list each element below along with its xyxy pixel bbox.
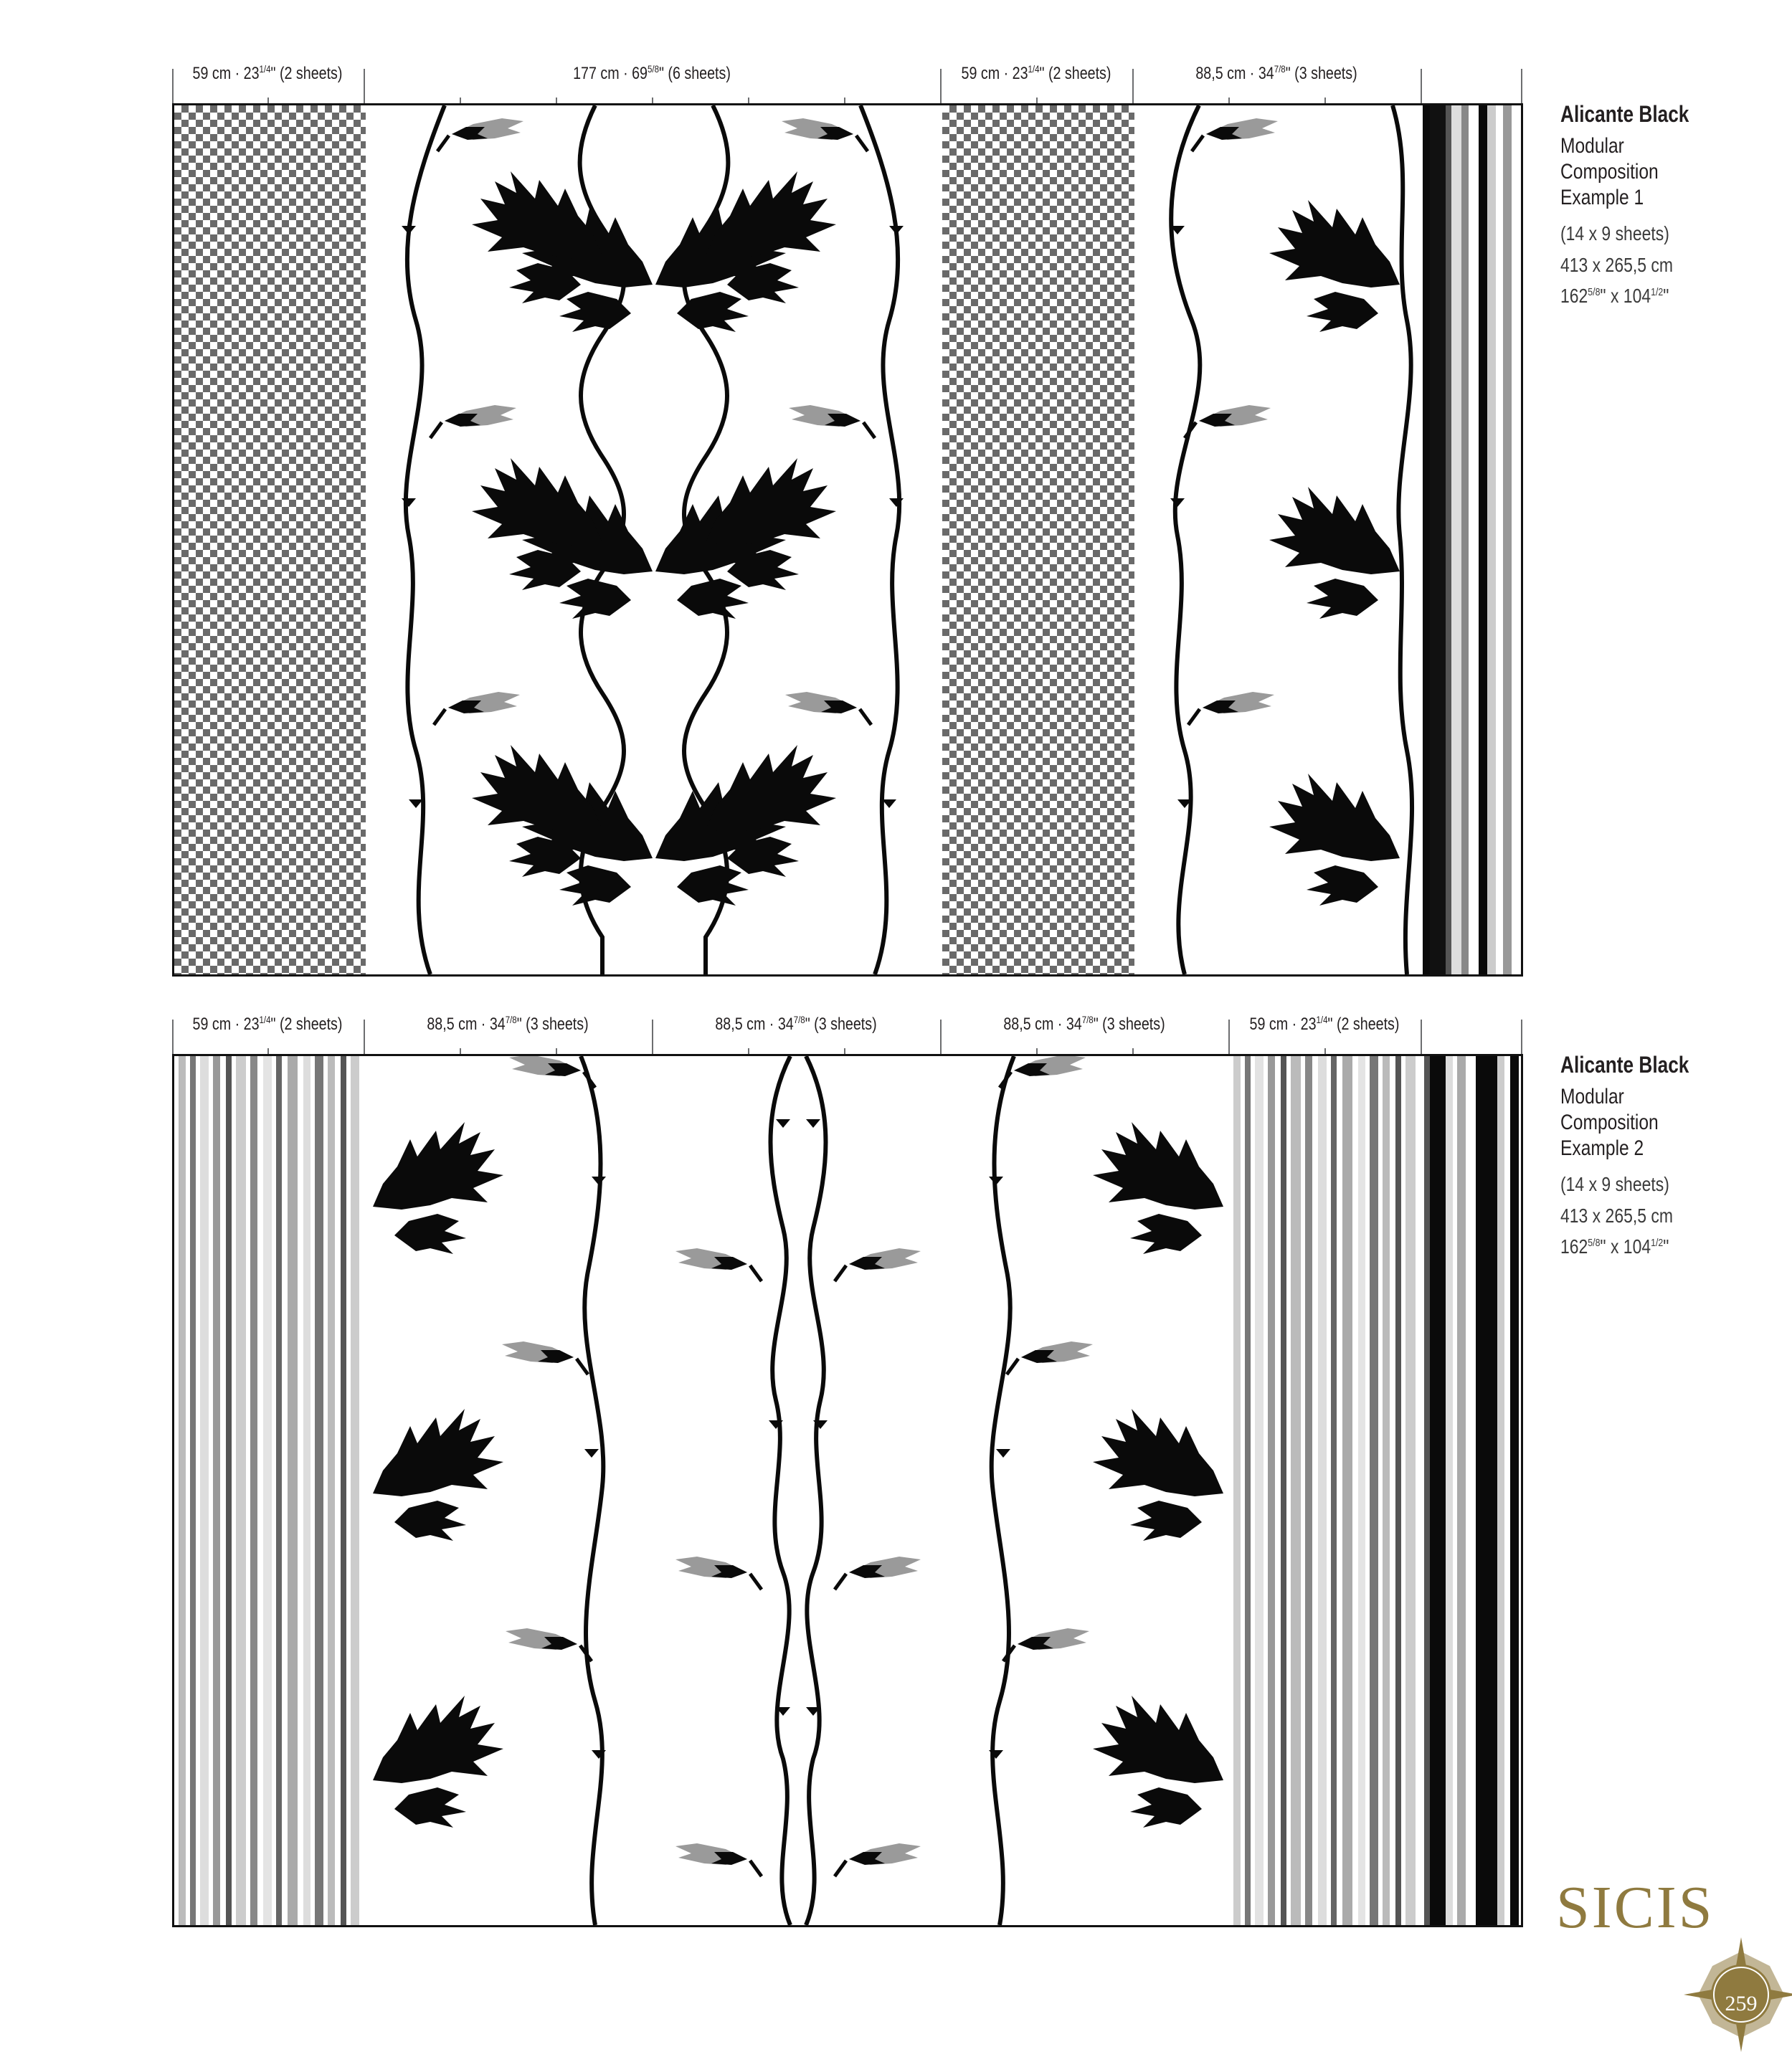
composition-specs: (14 x 9 sheets) 413 x 265,5 cm $162^{5/8}$" x $104^{1/2}$" xyxy=(1560,1173,1673,1258)
dimension-tick xyxy=(172,1020,174,1057)
composition-2-panel xyxy=(172,1054,1523,1927)
sicis-logo: SICIS xyxy=(1556,1874,1715,1941)
dimension-label: 59 cm · $23^{1/4}$" (2 sheets) xyxy=(192,63,343,83)
dimension-tick xyxy=(940,1020,942,1057)
dimension-tick xyxy=(364,69,365,106)
dimension-bar-1 xyxy=(172,63,1523,106)
page-number: 259 xyxy=(1725,1992,1758,2015)
dimension-label: 59 cm · $23^{1/4}$" (2 sheets) xyxy=(961,63,1111,83)
composition-1-panel xyxy=(172,103,1523,977)
floral-motif-center xyxy=(654,1056,942,1925)
dimension-tick xyxy=(1421,69,1422,106)
checker-strip xyxy=(174,105,366,974)
brand-logo xyxy=(1556,1873,1771,2016)
dimension-tick xyxy=(1521,1020,1522,1057)
composition-title: Alicante Black xyxy=(1560,101,1689,127)
dimension-label: 88,5 cm · $34^{7/8}$" (3 sheets) xyxy=(1195,63,1357,83)
striped-strip xyxy=(1231,1056,1423,1925)
dimension-label: 88,5 cm · $34^{7/8}$" (3 sheets) xyxy=(715,1014,877,1034)
floral-motif-right xyxy=(942,1056,1231,1925)
composition-subtitle: Modular Composition Example 1 xyxy=(1560,134,1659,210)
dimension-bar-2 xyxy=(172,1014,1523,1057)
dimension-label: 59 cm · $23^{1/4}$" (2 sheets) xyxy=(1249,1014,1400,1034)
dimension-tick xyxy=(1132,69,1134,106)
composition-specs: (14 x 9 sheets) 413 x 265,5 cm $162^{5/8}$" x $104^{1/2}$" xyxy=(1560,222,1673,308)
dimension-tick xyxy=(1421,1020,1422,1057)
striped-strip xyxy=(1423,1056,1523,1925)
composition-1-info xyxy=(1560,100,1776,312)
dimension-tick xyxy=(1228,1020,1230,1057)
dimension-tick xyxy=(940,69,942,106)
striped-strip xyxy=(1423,105,1523,974)
striped-strip xyxy=(174,1056,366,1925)
dimension-label: 88,5 cm · $34^{7/8}$" (3 sheets) xyxy=(1003,1014,1165,1034)
composition-subtitle: Modular Composition Example 2 xyxy=(1560,1085,1659,1161)
composition-title: Alicante Black xyxy=(1560,1052,1689,1078)
floral-motif-wide xyxy=(366,105,942,974)
dimension-tick xyxy=(652,1020,653,1057)
dimension-tick xyxy=(1521,69,1522,106)
composition-2-info xyxy=(1560,1051,1776,1263)
dimension-label: 88,5 cm · $34^{7/8}$" (3 sheets) xyxy=(427,1014,589,1034)
dimension-tick xyxy=(172,69,174,106)
checker-strip xyxy=(942,105,1134,974)
dimension-label: 59 cm · $23^{1/4}$" (2 sheets) xyxy=(192,1014,343,1034)
dimension-tick xyxy=(364,1020,365,1057)
dimension-label: 177 cm · $69^{5/8}$" (6 sheets) xyxy=(573,63,731,83)
floral-motif-left xyxy=(366,1056,654,1925)
floral-motif-narrow xyxy=(1134,105,1423,974)
